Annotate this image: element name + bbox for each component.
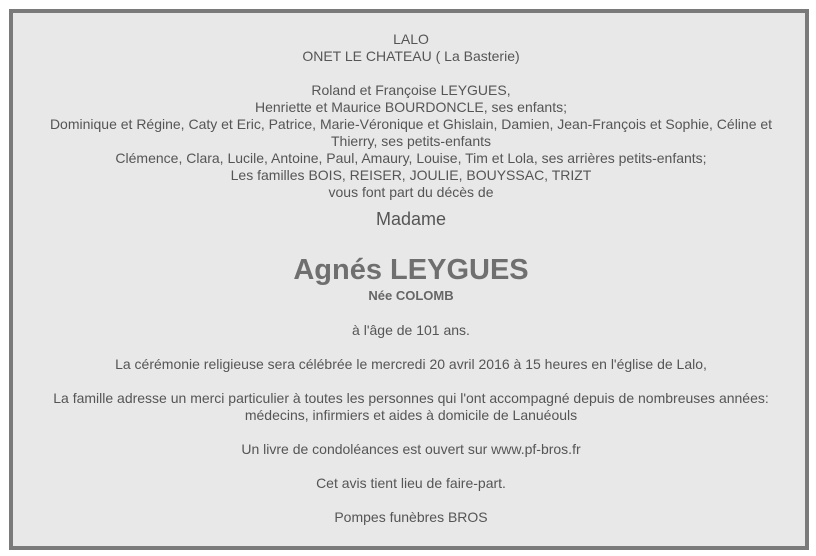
notice-text: Cet avis tient lieu de faire-part. xyxy=(316,475,506,491)
family-line-families: Les familles BOIS, REISER, JOULIE, BOUYSSAC, TRIZT xyxy=(230,167,592,183)
deceased-maiden-name: Née COLOMB xyxy=(368,288,454,303)
condolences-text: Un livre de condoléances est ouvert sur www.pf-bros.fr xyxy=(241,441,581,457)
thanks-paragraph xyxy=(35,390,787,424)
deceased-name: Agnés LEYGUES xyxy=(293,254,529,286)
funeral-home-name: Pompes funèbres BROS xyxy=(334,509,488,525)
thanks-line-2: médecins, infirmiers et aides à domicile de Lanuéouls xyxy=(244,407,578,423)
town-name: ONET LE CHATEAU ( La Basterie) xyxy=(302,48,520,64)
announcement-line: vous font part du décès de xyxy=(328,184,494,200)
family-line-grandchildren-2: Thierry, ses petits-enfants xyxy=(330,133,492,149)
deceased-age: à l'âge de 101 ans. xyxy=(352,322,470,338)
place-name: LALO xyxy=(393,31,429,47)
family-line-children-1: Roland et Françoise LEYGUES, xyxy=(311,82,511,98)
family-line-children-2: Henriette et Maurice BOURDONCLE, ses enfants; xyxy=(254,99,567,115)
thanks-line-1: La famille adresse un merci particulier à toutes les personnes qui l'ont accompagné depuis de nombreuses années: xyxy=(53,390,769,406)
obituary-content xyxy=(35,31,787,526)
spacer xyxy=(35,65,787,82)
obituary-frame xyxy=(9,9,809,550)
ceremony-text: La cérémonie religieuse sera célébrée le mercredi 20 avril 2016 à 15 heures en l'église de Lalo, xyxy=(115,356,707,372)
family-line-great-grandchildren: Clémence, Clara, Lucile, Antoine, Paul, Amaury, Louise, Tim et Lola, ses arrières petits-enfants; xyxy=(115,150,707,166)
deceased-title: Madame xyxy=(375,209,447,229)
family-line-grandchildren-1: Dominique et Régine, Caty et Eric, Patrice, Marie-Véronique et Ghislain, Damien, Jean-François et Sophie, Céline et xyxy=(49,116,773,132)
